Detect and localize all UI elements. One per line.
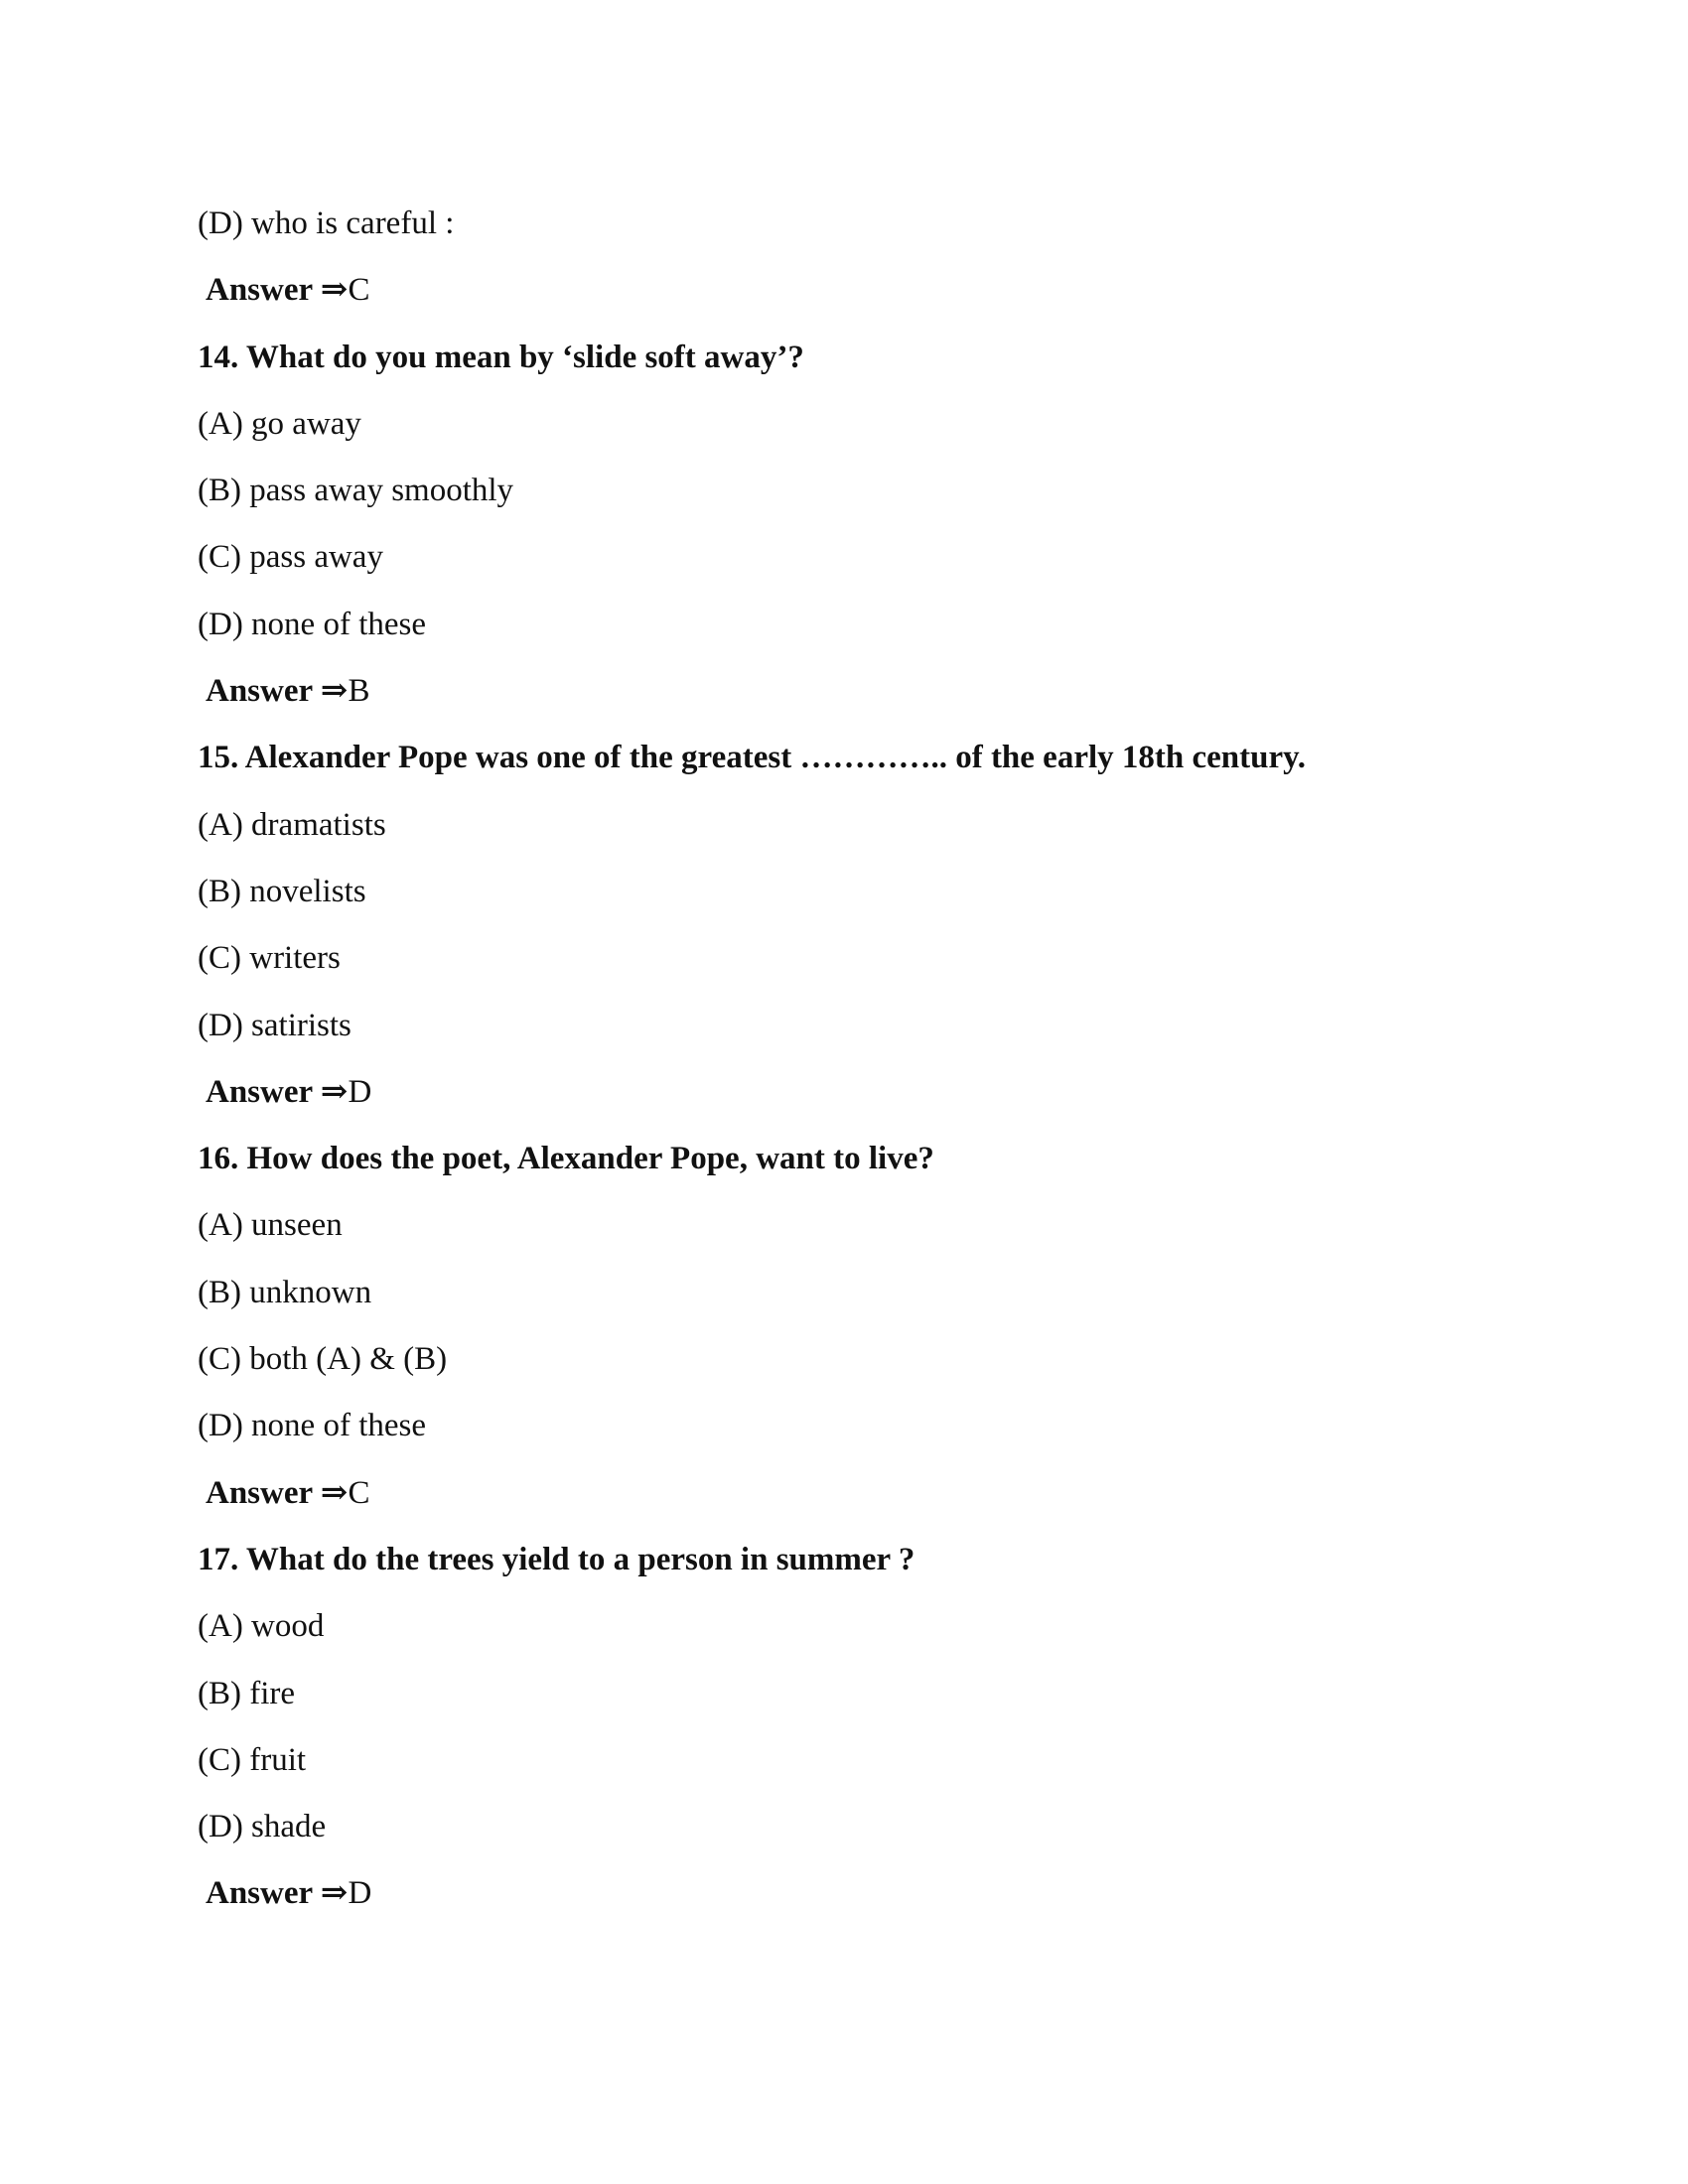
answer-value: C [348, 272, 370, 309]
option-b: (B) pass away smoothly [198, 473, 514, 509]
option-d: (D) satirists [198, 1007, 352, 1043]
option-c: (C) writers [198, 940, 341, 977]
option-d: (D) none of these [198, 606, 427, 642]
document-page [198, 191, 1488, 1928]
option-c: (C) fruit [198, 1741, 307, 1778]
answer-label: Answer ⇒ [206, 673, 349, 710]
answer-label: Answer ⇒ [206, 1474, 349, 1511]
option-c: (C) both (A) & (B) [198, 1341, 448, 1378]
option-a: (A) unseen [198, 1207, 343, 1244]
answer-value: D [348, 1875, 372, 1912]
answer-value: C [348, 1474, 370, 1511]
question-15: 15. Alexander Pope was one of the greatest ………….. of the early 18th century. [198, 740, 1307, 776]
answer-line [198, 658, 1488, 725]
question-17: 17. What do the trees yield to a person in summer ? [198, 1541, 915, 1577]
option-a: (A) go away [198, 405, 361, 442]
option-a: (A) wood [198, 1608, 325, 1645]
option-b: (B) unknown [198, 1274, 372, 1310]
answer-value: B [348, 673, 370, 710]
option-c: (C) pass away [198, 539, 383, 576]
option-b: (B) novelists [198, 873, 366, 909]
answer-label: Answer ⇒ [206, 272, 349, 309]
answer-line [198, 1059, 1488, 1126]
answer-value: D [348, 1073, 372, 1110]
answer-label: Answer ⇒ [206, 1875, 349, 1912]
question-16: 16. How does the poet, Alexander Pope, want to live? [198, 1141, 934, 1177]
option-a: (A) dramatists [198, 806, 386, 843]
option-d: (D) none of these [198, 1408, 427, 1444]
option-d: (D) shade [198, 1809, 327, 1845]
answer-line [198, 1860, 1488, 1927]
option-b: (B) fire [198, 1675, 296, 1711]
answer-label: Answer ⇒ [206, 1073, 349, 1110]
option-d: (D) who is careful : [198, 205, 455, 241]
answer-line [198, 1460, 1488, 1527]
answer-line [198, 257, 1488, 324]
question-14: 14. What do you mean by ‘slide soft away’? [198, 339, 804, 375]
